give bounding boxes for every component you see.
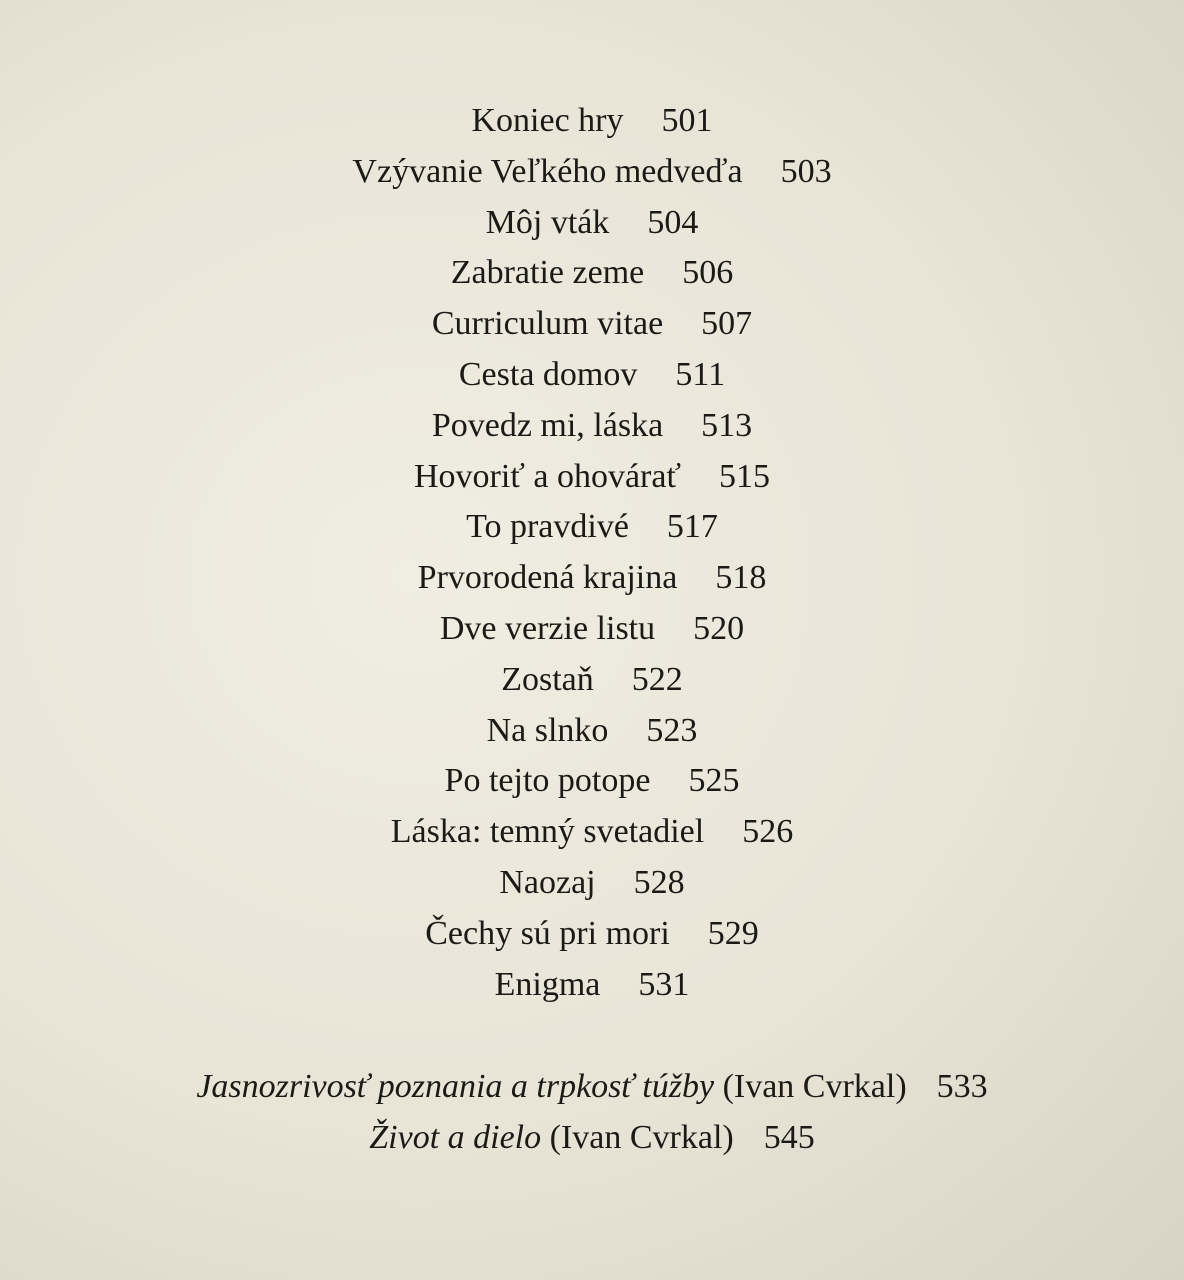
entry-title: To pravdivé <box>466 508 629 546</box>
entry-title: Povedz mi, láska <box>431 406 664 444</box>
entry-page: 518 <box>715 559 767 597</box>
toc-entry <box>0 604 1184 655</box>
toc-entry <box>0 248 1184 299</box>
entry-page: 515 <box>718 457 770 495</box>
toc-entry <box>0 807 1184 858</box>
entry-title: Enigma <box>494 965 601 1003</box>
entry-page: 526 <box>742 813 794 851</box>
toc-entry <box>0 553 1184 604</box>
entry-page: 506 <box>682 254 734 292</box>
entry-title: Na slnko <box>486 711 609 749</box>
entry-page: 522 <box>631 660 683 698</box>
entry-page: 513 <box>701 406 753 444</box>
toc-entry <box>0 147 1184 198</box>
appendix-author: (Ivan Cvrkal) <box>549 1119 734 1157</box>
entry-page: 528 <box>633 863 685 901</box>
toc-entry <box>0 401 1184 452</box>
entry-title: Cesta domov <box>458 355 638 393</box>
toc-entry <box>0 198 1184 249</box>
appendix-title: Život a dielo <box>369 1119 542 1157</box>
entry-title: Curriculum vitae <box>431 305 664 343</box>
toc-entry <box>0 96 1184 147</box>
entry-page: 501 <box>661 102 713 139</box>
toc-entry <box>0 299 1184 350</box>
toc-entry <box>0 909 1184 960</box>
entry-page: 520 <box>693 609 745 647</box>
entry-title: Naozaj <box>499 863 596 901</box>
entry-page: 511 <box>675 355 726 393</box>
toc-appendix-entry <box>0 1113 1184 1164</box>
entry-page: 503 <box>780 152 832 190</box>
entry-title: Môj vták <box>485 203 610 241</box>
entry-page: 504 <box>647 203 699 241</box>
toc-entry <box>0 960 1184 1011</box>
entry-title: Zostaň <box>501 660 594 698</box>
table-of-contents <box>0 96 1184 1164</box>
entry-title: Dve verzie listu <box>439 609 656 647</box>
entry-page: 523 <box>646 711 698 749</box>
entry-page: 507 <box>701 305 753 343</box>
entry-title: Láska: temný svetadiel <box>390 813 705 851</box>
entry-title: Koniec hry <box>471 102 624 139</box>
entry-page: 531 <box>638 965 690 1003</box>
toc-entry <box>0 756 1184 807</box>
entry-title: Hovoriť a ohovárať <box>414 457 681 495</box>
entry-page: 525 <box>688 762 740 800</box>
entry-title: Čechy sú pri mori <box>425 914 670 952</box>
entry-title: Vzývanie Veľkého medveďa <box>352 152 743 190</box>
section-spacer <box>0 1010 1184 1062</box>
toc-entry <box>0 655 1184 706</box>
entry-title: Zabratie zeme <box>450 254 645 292</box>
entry-page: 529 <box>707 914 759 952</box>
appendix-title: Jasnozrivosť poznania a trpkosť túžby <box>196 1068 715 1106</box>
entry-title: Po tejto potope <box>444 762 651 800</box>
appendix-author: (Ivan Cvrkal) <box>722 1068 907 1106</box>
entry-page: 533 <box>936 1068 988 1106</box>
entry-page: 517 <box>666 508 718 546</box>
entry-title: Prvorodená krajina <box>417 559 678 597</box>
toc-entry <box>0 706 1184 757</box>
toc-entry <box>0 858 1184 909</box>
entry-page: 545 <box>763 1119 815 1157</box>
toc-entry <box>0 502 1184 553</box>
toc-entry <box>0 452 1184 503</box>
toc-appendix-entry <box>0 1062 1184 1113</box>
toc-entry <box>0 350 1184 401</box>
